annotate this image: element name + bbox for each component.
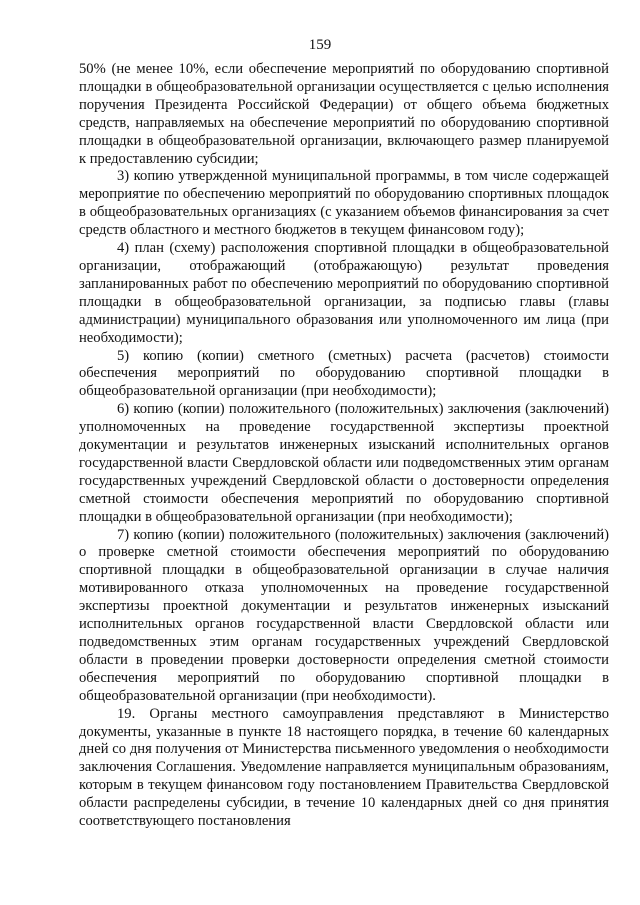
paragraph-continuation: 50% (не менее 10%, если обеспечение мероприятий по оборудованию спортивной площадки в общеобразовательной организации осуществляется с целью исполнения поручения Президента Российской Федерации) от общего объема бюджетных средств, направляемых на обеспечение мероприятий по оборудованию спортивной площадки в общеобразовательной организации, включающего размер планируемой к предоставлению субсидии;	[79, 61, 609, 167]
paragraph-section-19: 19. Органы местного самоуправления представляют в Министерство документы, указанные в пункте 18 настоящего порядка, в течение 60 календарных дней со дня получения от Министерства письменного уведомления о необходимости заключения Соглашения. Уведомление направляется муниципальным образованиям, которым в текущем финансовом году постановлением Правительства Свердловской области распределены субсидии, в течение 10 календарных дней со дня принятия соответствующего постановления	[79, 705, 609, 830]
paragraph-item-3: 3) копию утвержденной муниципальной программы, в том числе содержащей мероприятие по обеспечению мероприятий по оборудованию спортивных площадок в общеобразовательных организациях (с указанием объемов финансирования за счет средств областного и местного бюджетов в текущем финансовом году);	[79, 168, 609, 239]
paragraph-item-4: 4) план (схему) расположения спортивной площадки в общеобразовательной организации, отображающий (отображающую) результат проведения запланированных работ по обеспечению мероприятий по оборудованию спортивной площадки в общеобразовательной организации, за подписью главы (главы администрации) муниципального образования или уполномоченного им лица (при необходимости);	[79, 240, 609, 346]
paragraph-item-7: 7) копию (копии) положительного (положительных) заключения (заключений) о проверке сметной стоимости обеспечения мероприятий по оборудованию спортивной площадки в общеобразовательной организации в случае наличия мотивированного отказа уполномоченных на проведение государственной экспертизы проектной документации и результатов инженерных изысканий исполнительных органов государственной власти Свердловской области или подведомственных этим органам государственных учреждений Свердловской области в проведении проверки достоверности определения сметной стоимости обеспечения мероприятий по оборудованию спортивной площадки в общеобразовательной организации (при необходимости).	[79, 526, 609, 704]
paragraph-item-6: 6) копию (копии) положительного (положительных) заключения (заключений) уполномоченных на проведение государственной экспертизы проектной документации и результатов инженерных изысканий исполнительных органов государственной власти Свердловской области или подведомственных этим органам государственных учреждений Свердловской области о достоверности определения сметной стоимости обеспечения мероприятий по оборудованию спортивной площадки в общеобразовательной организации (при необходимости);	[79, 401, 609, 525]
paragraph-item-5: 5) копию (копии) сметного (сметных) расчета (расчетов) стоимости обеспечения мероприятий по оборудованию спортивной площадки в общеобразовательной организации (при необходимости);	[79, 347, 609, 400]
page-number: 159	[308, 37, 332, 53]
document-body	[79, 61, 609, 831]
